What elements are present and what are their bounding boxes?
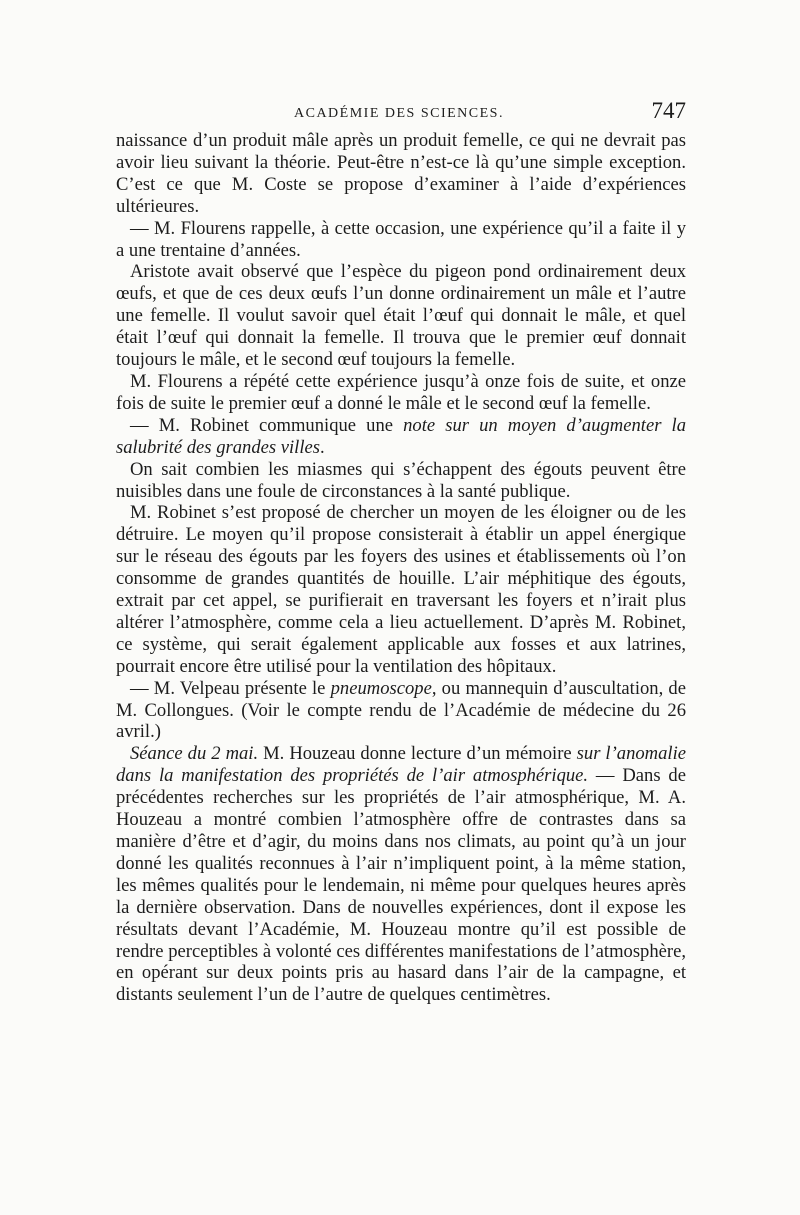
paragraph-text: M. Houzeau donne lecture d’un mémoire — [258, 743, 577, 765]
paragraph-8 — [116, 678, 686, 744]
paragraph-7 — [116, 502, 686, 677]
paragraph-text: , ou mannequin d’auscultation, de M. Collongues. (Voir le compte rendu de l’Académie de médecine du 26 avril.) — [116, 677, 686, 743]
paragraph-text: — M. Robinet communique une — [130, 414, 404, 436]
book-page — [116, 98, 686, 1006]
paragraph-text: — M. Flourens rappelle, à cette occasion, une expérience qu’il a faite il y a une trentaine d’années. — [116, 217, 686, 261]
instrument-name: pneumoscope — [330, 677, 432, 699]
body-text — [116, 130, 686, 1006]
paragraph-text: On sait combien les miasmes qui s’échappent des égouts peuvent être nuisibles dans une foule de circonstances à la santé publique. — [116, 458, 686, 502]
paragraph-text: . — [320, 436, 325, 458]
paragraph-text: naissance d’un produit mâle après un produit femelle, ce qui ne devrait pas avoir lieu suivant la théorie. Peut-être n’est-ce là qu’une simple exception. C’est ce que M. Coste se propose d’examiner à l’aide d’expériences ultérieures. — [116, 130, 686, 217]
note-title: note sur un moyen d’augmenter la salubrité des grandes villes — [116, 414, 687, 458]
paragraph-text: — M. Velpeau présente le — [130, 677, 331, 699]
paragraph-2 — [116, 218, 686, 262]
paragraph-text: M. Robinet s’est proposé de chercher un moyen de les éloigner ou de les détruire. Le moyen qu’il propose consisterait à établir un appel énergique sur le réseau des égouts par les foyers des usines et établissements où l’on consomme de grandes quantités de houille. L’air méphitique des égouts, extrait par cet appel, se purifierait en traversant les foyers et n’irait plus altérer l’atmosphère, comme cela a lieu actuellement. D’après M. Robinet, ce système, qui serait également applicable aux fosses et aux latrines, pourrait encore être utilisé pour la ventilation des hôpitaux. — [116, 502, 686, 677]
paragraph-6 — [116, 459, 686, 503]
paragraph-text: M. Flourens a répété cette expérience jusqu’à onze fois de suite, et onze fois de suite le premier œuf a donné le mâle et le second œuf la femelle. — [116, 370, 686, 414]
session-date: Séance du 2 mai. — [130, 743, 259, 765]
paragraph-text: Aristote avait observé que l’espèce du pigeon pond ordinairement deux œufs, et que de ces deux œufs l’un donne ordinairement un mâle et l’autre une femelle. Il voulut savoir quel était l’œuf qui donnait le mâle, et quel était l’œuf qui donnait la femelle. Il trouva que le premier œuf donnait toujours le mâle, et le second œuf toujours la femelle. — [116, 261, 686, 371]
memoir-title: sur l’anomalie dans la manifestation des propriétés de l’air atmosphérique. — [116, 743, 686, 787]
paragraph-1 — [116, 130, 686, 218]
running-head: ACADÉMIE DES SCIENCES. — [294, 106, 504, 121]
page-number: 747 — [651, 98, 686, 123]
paragraph-3 — [116, 261, 686, 371]
paragraph-9 — [116, 743, 686, 1006]
paragraph-text: — Dans de précédentes recherches sur les propriétés de l’air atmosphérique, M. A. Houzeau a montré combien l’atmosphère offre de contrastes dans sa manière d’être et d’agir, du moins dans nos climats, au point qu’à un jour donné les qualités reconnues à l’air n’impliquent point, à la même station, les mêmes qualités pour le lendemain, ni même pour quelques heures après la dernière observation. Dans de nouvelles expériences, dont il expose les résultats devant l’Académie, M. Houzeau montre qu’il est possible de rendre perceptibles à volonté ces différentes manifestations de l’atmosphère, en opérant sur deux points pris au hasard dans l’air de la campagne, et distants seulement l’un de l’autre de quelques centimètres. — [116, 765, 686, 1006]
paragraph-4 — [116, 371, 686, 415]
paragraph-5 — [116, 415, 686, 459]
page-header — [116, 98, 686, 130]
